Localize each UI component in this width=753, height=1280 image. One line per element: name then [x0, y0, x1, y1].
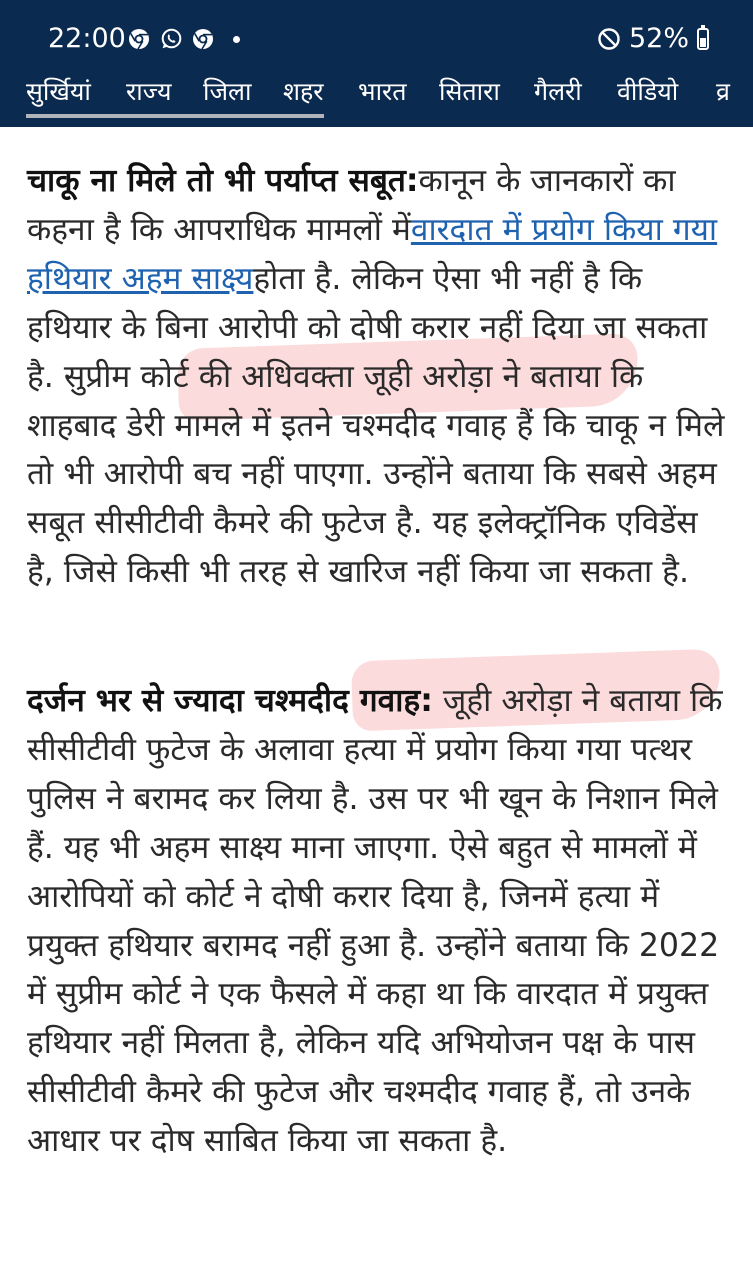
inline-link[interactable]: वारदात में प्रयोग किया गया हथियार अहम साक्ष्य — [27, 211, 718, 297]
chrome-icon — [128, 28, 150, 50]
article-paragraph — [27, 157, 733, 597]
paragraph-text: जूही अरोड़ा ने बताया कि सीसीटीवी फुटेज के अलावा हत्या में प्रयोग किया गया पत्थर पुलिस ने बरामद कर लिया है. उस पर भी खून के निशान मिले हैं. यह भी अहम साक्ष्य माना जाएगा. ऐसे बहुत से मामलों में आरोपियों को कोर्ट ने दोषी करार दिया है, जिनमें हत्या में प्रयुक्त हथियार बरामद नहीं हुआ है. उन्होंने बताया कि 2022 में सुप्रीम कोर्ट ने एक फैसले में कहा था कि वारदात में प्रयुक्त हथियार नहीं मिलता है, लेकिन यदि अभियोजन पक्ष के पास सीसीटीवी कैमरे की फुटेज और चश्मदीद गवाह हैं, तो उनके आधार पर दोष साबित किया जा सकता है. — [27, 683, 723, 1160]
notification-icons — [128, 27, 240, 51]
tab-more-partial[interactable]: व्र — [716, 77, 730, 106]
system-status — [597, 23, 709, 54]
paragraph-text: कानून के जानकारों का कहना है कि आपराधिक मामलों में — [27, 163, 676, 248]
status-time: 22:00 — [48, 23, 126, 54]
battery-percent: 52% — [628, 23, 689, 54]
subheading: दर्जन भर से ज्यादा चश्मदीद गवाह: — [27, 683, 433, 719]
tab-bharat[interactable]: भारत — [358, 77, 407, 106]
tab-rajya[interactable]: राज्य — [126, 77, 172, 106]
tab-shahar[interactable]: शहर — [283, 77, 324, 106]
tab-gallery[interactable]: गैलरी — [534, 77, 582, 106]
do-not-disturb-icon — [597, 27, 621, 51]
chrome-icon — [192, 28, 214, 50]
tab-surkhiyan[interactable]: सुर्खियां — [26, 77, 91, 106]
tab-zila[interactable]: जिला — [203, 77, 252, 106]
article-body — [0, 127, 753, 1280]
tab-sitara[interactable]: सितारा — [439, 77, 500, 106]
status-bar — [0, 0, 753, 72]
whatsapp-icon — [159, 27, 183, 51]
tab-video[interactable]: वीडियो — [617, 77, 679, 106]
battery-icon — [697, 28, 709, 50]
subheading: चाकू ना मिले तो भी पर्याप्त सबूत: — [27, 163, 419, 199]
article-paragraph — [27, 677, 733, 1166]
battery-level — [700, 38, 706, 46]
more-notifications-dot-icon — [233, 36, 240, 43]
app-header — [0, 0, 753, 127]
paragraph-text: होता है. लेकिन ऐसा भी नहीं है कि हथियार के बिना आरोपी को दोषी करार नहीं दिया जा सकता है. सुप्रीम कोर्ट की अधिवक्ता जूही अरोड़ा ने बताया कि शाहबाद डेरी मामले में इतने चश्मदीद गवाह हैं कि चाकू न मिले तो भी आरोपी बच नहीं पाएगा. उन्होंने बताया कि सबसे अहम सबूत सीसीटीवी कैमरे की फुटेज है. यह इलेक्ट्रॉनिक एविडेंस है, जिसे किसी भी तरह से खारिज नहीं किया जा सकता है. — [27, 260, 725, 591]
active-tab-indicator — [26, 114, 324, 118]
